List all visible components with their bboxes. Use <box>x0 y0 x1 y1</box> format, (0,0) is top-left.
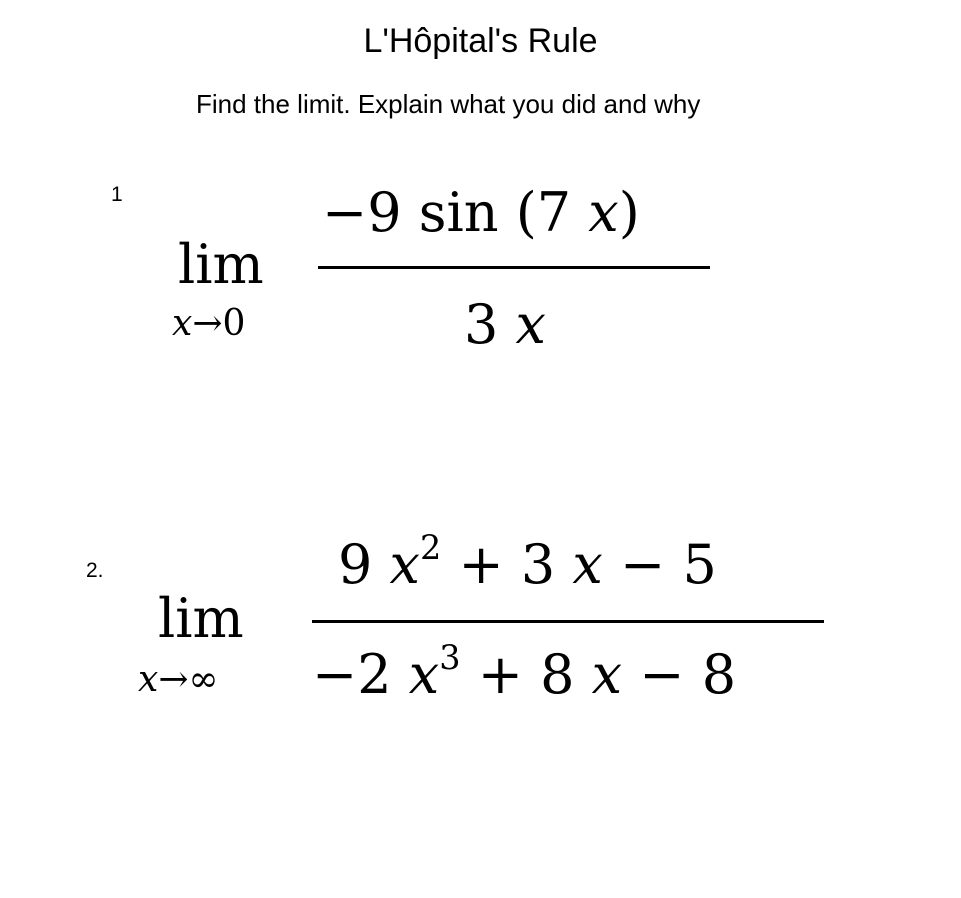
numerator-coefficient: −9 sin (7 <box>322 181 589 244</box>
numerator-variable: x <box>588 181 619 244</box>
page-title: L'Hôpital's Rule <box>363 22 598 60</box>
limit-arrow: → <box>158 659 189 700</box>
numerator-constant: − 5 <box>602 533 717 596</box>
limit-variable: x <box>138 659 159 700</box>
fraction-denominator <box>464 293 546 356</box>
numerator-variable: x <box>572 533 603 596</box>
numerator-close-paren: ) <box>618 181 640 244</box>
denominator-coefficient: 3 <box>464 293 516 356</box>
limit-subscript <box>172 303 246 344</box>
denominator-middle: + 8 <box>460 643 592 706</box>
denominator-term-variable: x <box>408 643 440 706</box>
fraction-bar <box>312 620 824 623</box>
fraction-numerator <box>322 181 640 244</box>
problem-number: 1 <box>111 183 123 206</box>
numerator-term-variable: x <box>389 533 420 596</box>
numerator-middle: + 3 <box>441 533 573 596</box>
limit-operator: lim <box>158 587 244 650</box>
fraction-numerator <box>338 527 717 596</box>
limit-subscript <box>138 659 219 700</box>
denominator-term-coefficient: −2 <box>312 643 409 706</box>
limit-target: ∞ <box>188 659 219 700</box>
fraction-bar <box>318 266 710 269</box>
denominator-variable: x <box>515 293 546 356</box>
limit-operator: lim <box>178 233 264 296</box>
problem-number: 2. <box>86 559 104 582</box>
fraction-denominator <box>312 637 737 706</box>
denominator-variable: x <box>591 643 623 706</box>
denominator-constant: − 8 <box>622 643 737 706</box>
limit-target: 0 <box>222 303 246 344</box>
limit-arrow: → <box>192 303 223 344</box>
limit-variable: x <box>172 303 193 344</box>
numerator-term-coefficient: 9 <box>338 533 390 596</box>
numerator-exponent: 2 <box>420 527 442 567</box>
denominator-exponent: 3 <box>439 637 461 677</box>
instructions-text: Find the limit. Explain what you did and why <box>196 89 701 119</box>
